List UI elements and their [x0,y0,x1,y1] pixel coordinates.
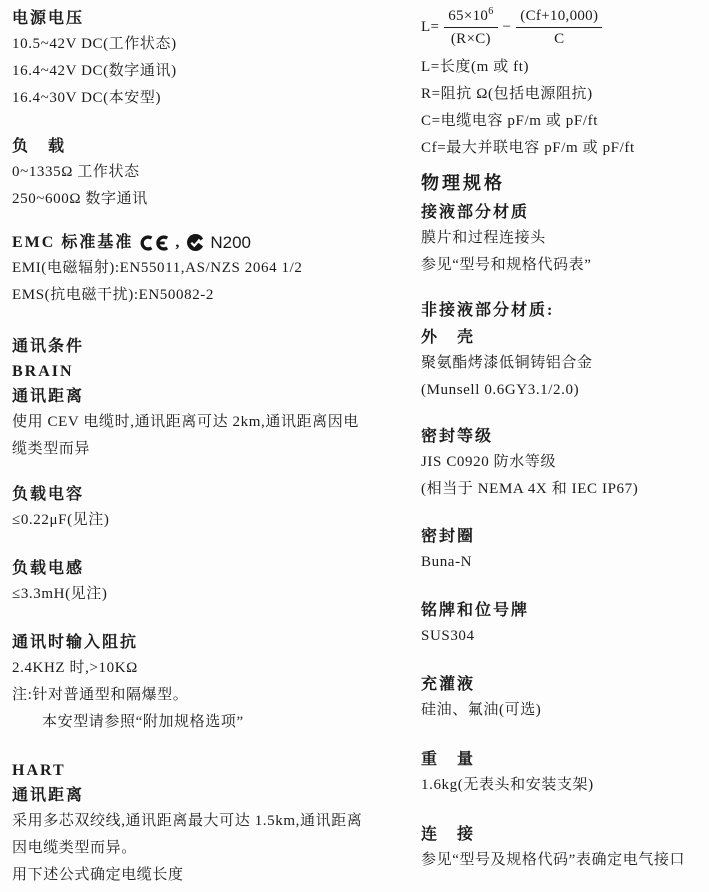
section-hart [12,758,412,889]
formula-denominator-2: C [554,31,565,47]
section-heading: 通讯条件 [12,338,85,355]
c-tick-icon [187,234,204,251]
hart-distance-heading: 通讯距离 [12,787,85,804]
spec-line: ≤3.3mH(见注) [12,586,108,602]
section-sealing-rating [421,424,707,503]
formula-fraction-1 [444,6,497,49]
section-heading: 电源电压 [12,10,85,27]
spec-line: 1.6kg(无表头和安装支架) [421,777,594,793]
hart-heading: HART [12,762,66,779]
section-heading: 接液部分材质 [421,204,530,221]
spec-line: 膜片和过程连接头 [421,230,546,246]
section-emc [12,230,412,309]
spec-line: Buna-N [421,554,473,570]
spec-line: 缆类型而异 [12,441,91,457]
formula-def-line: C=电缆电容 pF/m 或 pF/ft [421,113,598,129]
spec-line: 聚氨酯烤漆低铜铸铝合金 [421,355,593,371]
spec-line: 采用多芯双绞线,通讯距离最大可达 1.5km,通讯距离 [12,813,363,829]
formula-numerator-2: (Cf+10,000) [516,6,602,28]
section-heading: 连 接 [421,826,476,843]
ctick-number: N200 [210,233,251,252]
spec-line: 使用 CEV 电缆时,通讯距离可达 2km,通讯距离因电 [12,414,359,430]
spec-line: 16.4~30V DC(本安型) [12,90,162,106]
formula-def-line: R=阻抗 Ω(包括电源阻抗) [421,86,593,102]
section-load-inductance [12,556,412,608]
comm-distance-heading: 通讯距离 [12,388,85,405]
section-heading: 充灌液 [421,676,476,693]
section-heading: 负 载 [12,138,67,155]
spec-line: 用下述公式确定电缆长度 [12,867,184,883]
spec-line: 16.4~42V DC(数字通讯) [12,63,177,79]
section-heading: 外 壳 [421,329,476,346]
emc-heading-label: EMC 标准基准 [12,234,134,251]
section-heading: 负载电感 [12,560,85,577]
section-heading: 通讯时输入阻抗 [12,634,139,651]
spec-line: ≤0.22μF(见注) [12,512,110,528]
ce-mark-icon [139,235,169,251]
section-load [12,134,412,213]
section-heading: 负载电容 [12,486,85,503]
physical-specs-title: 物理规格 [421,173,505,193]
formula-minus: − [502,19,512,35]
section-connection [421,822,707,874]
formula-fraction-2 [516,6,602,49]
spec-line: 2.4KHZ 时,>10KΩ [12,660,138,676]
section-input-impedance [12,630,412,736]
section-fill-fluid [421,672,707,724]
section-nameplate [421,598,707,650]
formula-numerator-1: $65\times 10^6$ [444,6,497,28]
spec-line: 因电缆类型而异。 [12,840,137,856]
section-physical-specs-title [421,170,707,197]
spec-line: 0~1335Ω 工作状态 [12,164,140,180]
note-line: 本安型请参照“附加规格选项” [42,714,244,730]
emc-heading-row [12,230,412,255]
spec-line: 10.5~42V DC(工作状态) [12,36,177,52]
section-weight [421,747,707,799]
formula-denominator-1: (R×C) [450,31,491,47]
right-column [421,0,707,892]
section-communication [12,334,412,463]
section-oring [421,524,707,576]
section-power-supply [12,6,412,112]
cable-length-formula [421,6,707,49]
formula-def-line: Cf=最大并联电容 pF/m 或 pF/ft [421,140,635,156]
spec-line: SUS304 [421,628,475,644]
formula-definitions [421,54,707,162]
formula-lhs: L= [421,19,440,35]
formula-def-line: L=长度(m 或 ft) [421,59,530,75]
section-heading: 铭牌和位号牌 [421,602,530,619]
spec-line: EMS(抗电磁干扰):EN50082-2 [12,287,214,303]
section-heading: 密封等级 [421,428,494,445]
spec-line: (Munsell 0.6GY3.1/2.0) [421,382,580,398]
spec-line: 250~600Ω 数字通讯 [12,191,148,207]
spec-line: 参见“型号及规格代码”表确定电气接口 [421,852,686,868]
section-heading: 非接液部分材质: [421,302,555,319]
note-line: 注:针对普通型和隔爆型。 [12,687,189,703]
spec-line: 参见“型号和规格代码表” [421,257,592,273]
spec-line: (相当于 NEMA 4X 和 IEC IP67) [421,481,639,497]
section-heading: 密封圈 [421,528,476,545]
section-load-capacitance [12,482,412,534]
emc-separator: , [175,234,182,251]
section-housing [421,325,707,404]
section-heading: 重 量 [421,751,476,768]
spec-line: EMI(电磁辐射):EN55011,AS/NZS 2064 1/2 [12,260,303,276]
spec-line: 硅油、氟油(可选) [421,702,542,718]
section-cable-formula [421,6,707,162]
section-wetted-materials [421,200,707,279]
section-nonwetted-materials [421,298,707,323]
left-column [12,0,412,892]
spec-line: JIS C0920 防水等级 [421,454,557,470]
brain-subheading: BRAIN [12,363,74,380]
